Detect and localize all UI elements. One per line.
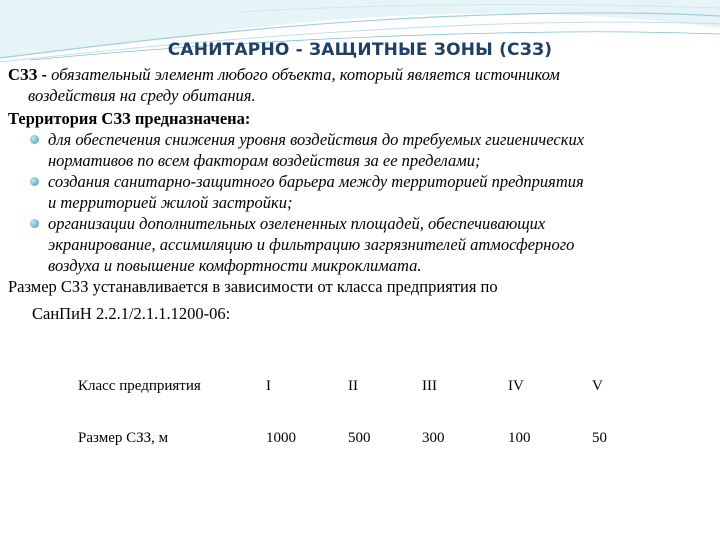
row-label-class: Класс предприятия [78, 378, 201, 394]
bullet-icon [30, 135, 39, 144]
bullet-line: и территорией жилой застройки; [48, 193, 293, 212]
intro-paragraph [8, 64, 708, 85]
slide-body [8, 64, 708, 324]
size-text-line1: Размер СЗЗ устанавливается в зависимости от класса предприятия по [8, 277, 498, 296]
intro-text-line2: воздействия на среду обитания. [28, 86, 256, 105]
size-text-line2: СанПиН 2.2.1/2.1.1.1200-06: [32, 304, 231, 323]
table-cell: III [422, 378, 437, 394]
table-row [78, 378, 652, 430]
slide-title: САНИТАРНО - ЗАЩИТНЫЕ ЗОНЫ (СЗЗ) [167, 40, 553, 60]
table-cell: 100 [508, 430, 531, 446]
list-item [30, 129, 708, 171]
table-row [78, 430, 652, 482]
intro-lead: СЗЗ - [8, 65, 52, 84]
table-cell: IV [508, 378, 524, 394]
bullet-line: экранирование, ассимиляцию и фильтрацию загрязнителей атмосферного [48, 235, 575, 254]
purpose-heading: Территория СЗЗ предназначена: [8, 109, 251, 128]
sanitary-zone-table [78, 378, 652, 482]
size-paragraph [8, 276, 708, 324]
table-cell: 500 [348, 430, 371, 446]
bullet-line: создания санитарно-защитного барьера между территорией предприятия [48, 172, 584, 191]
row-label-size: Размер СЗЗ, м [78, 430, 169, 446]
table-cell: II [348, 378, 358, 394]
table-cell: 1000 [266, 430, 296, 446]
table-cell: I [266, 378, 271, 394]
table-cell: 300 [422, 430, 445, 446]
intro-text-line1: обязательный элемент любого объекта, который является источником [51, 65, 560, 84]
bullet-line: для обеспечения снижения уровня воздействия до требуемых гигиенических [48, 130, 585, 149]
bullet-icon [30, 177, 39, 186]
bullet-line: организации дополнительных озелененных площадей, обеспечивающих [48, 214, 546, 233]
table-cell: 50 [592, 430, 607, 446]
list-item [30, 213, 708, 276]
bullet-line: воздуха и повышение комфортности микроклимата. [48, 256, 422, 275]
bullet-icon [30, 219, 39, 228]
table-cell: V [592, 378, 603, 394]
purpose-list [8, 129, 708, 276]
list-item [30, 171, 708, 213]
bullet-line: нормативов по всем факторам воздействия за ее пределами; [48, 151, 481, 170]
